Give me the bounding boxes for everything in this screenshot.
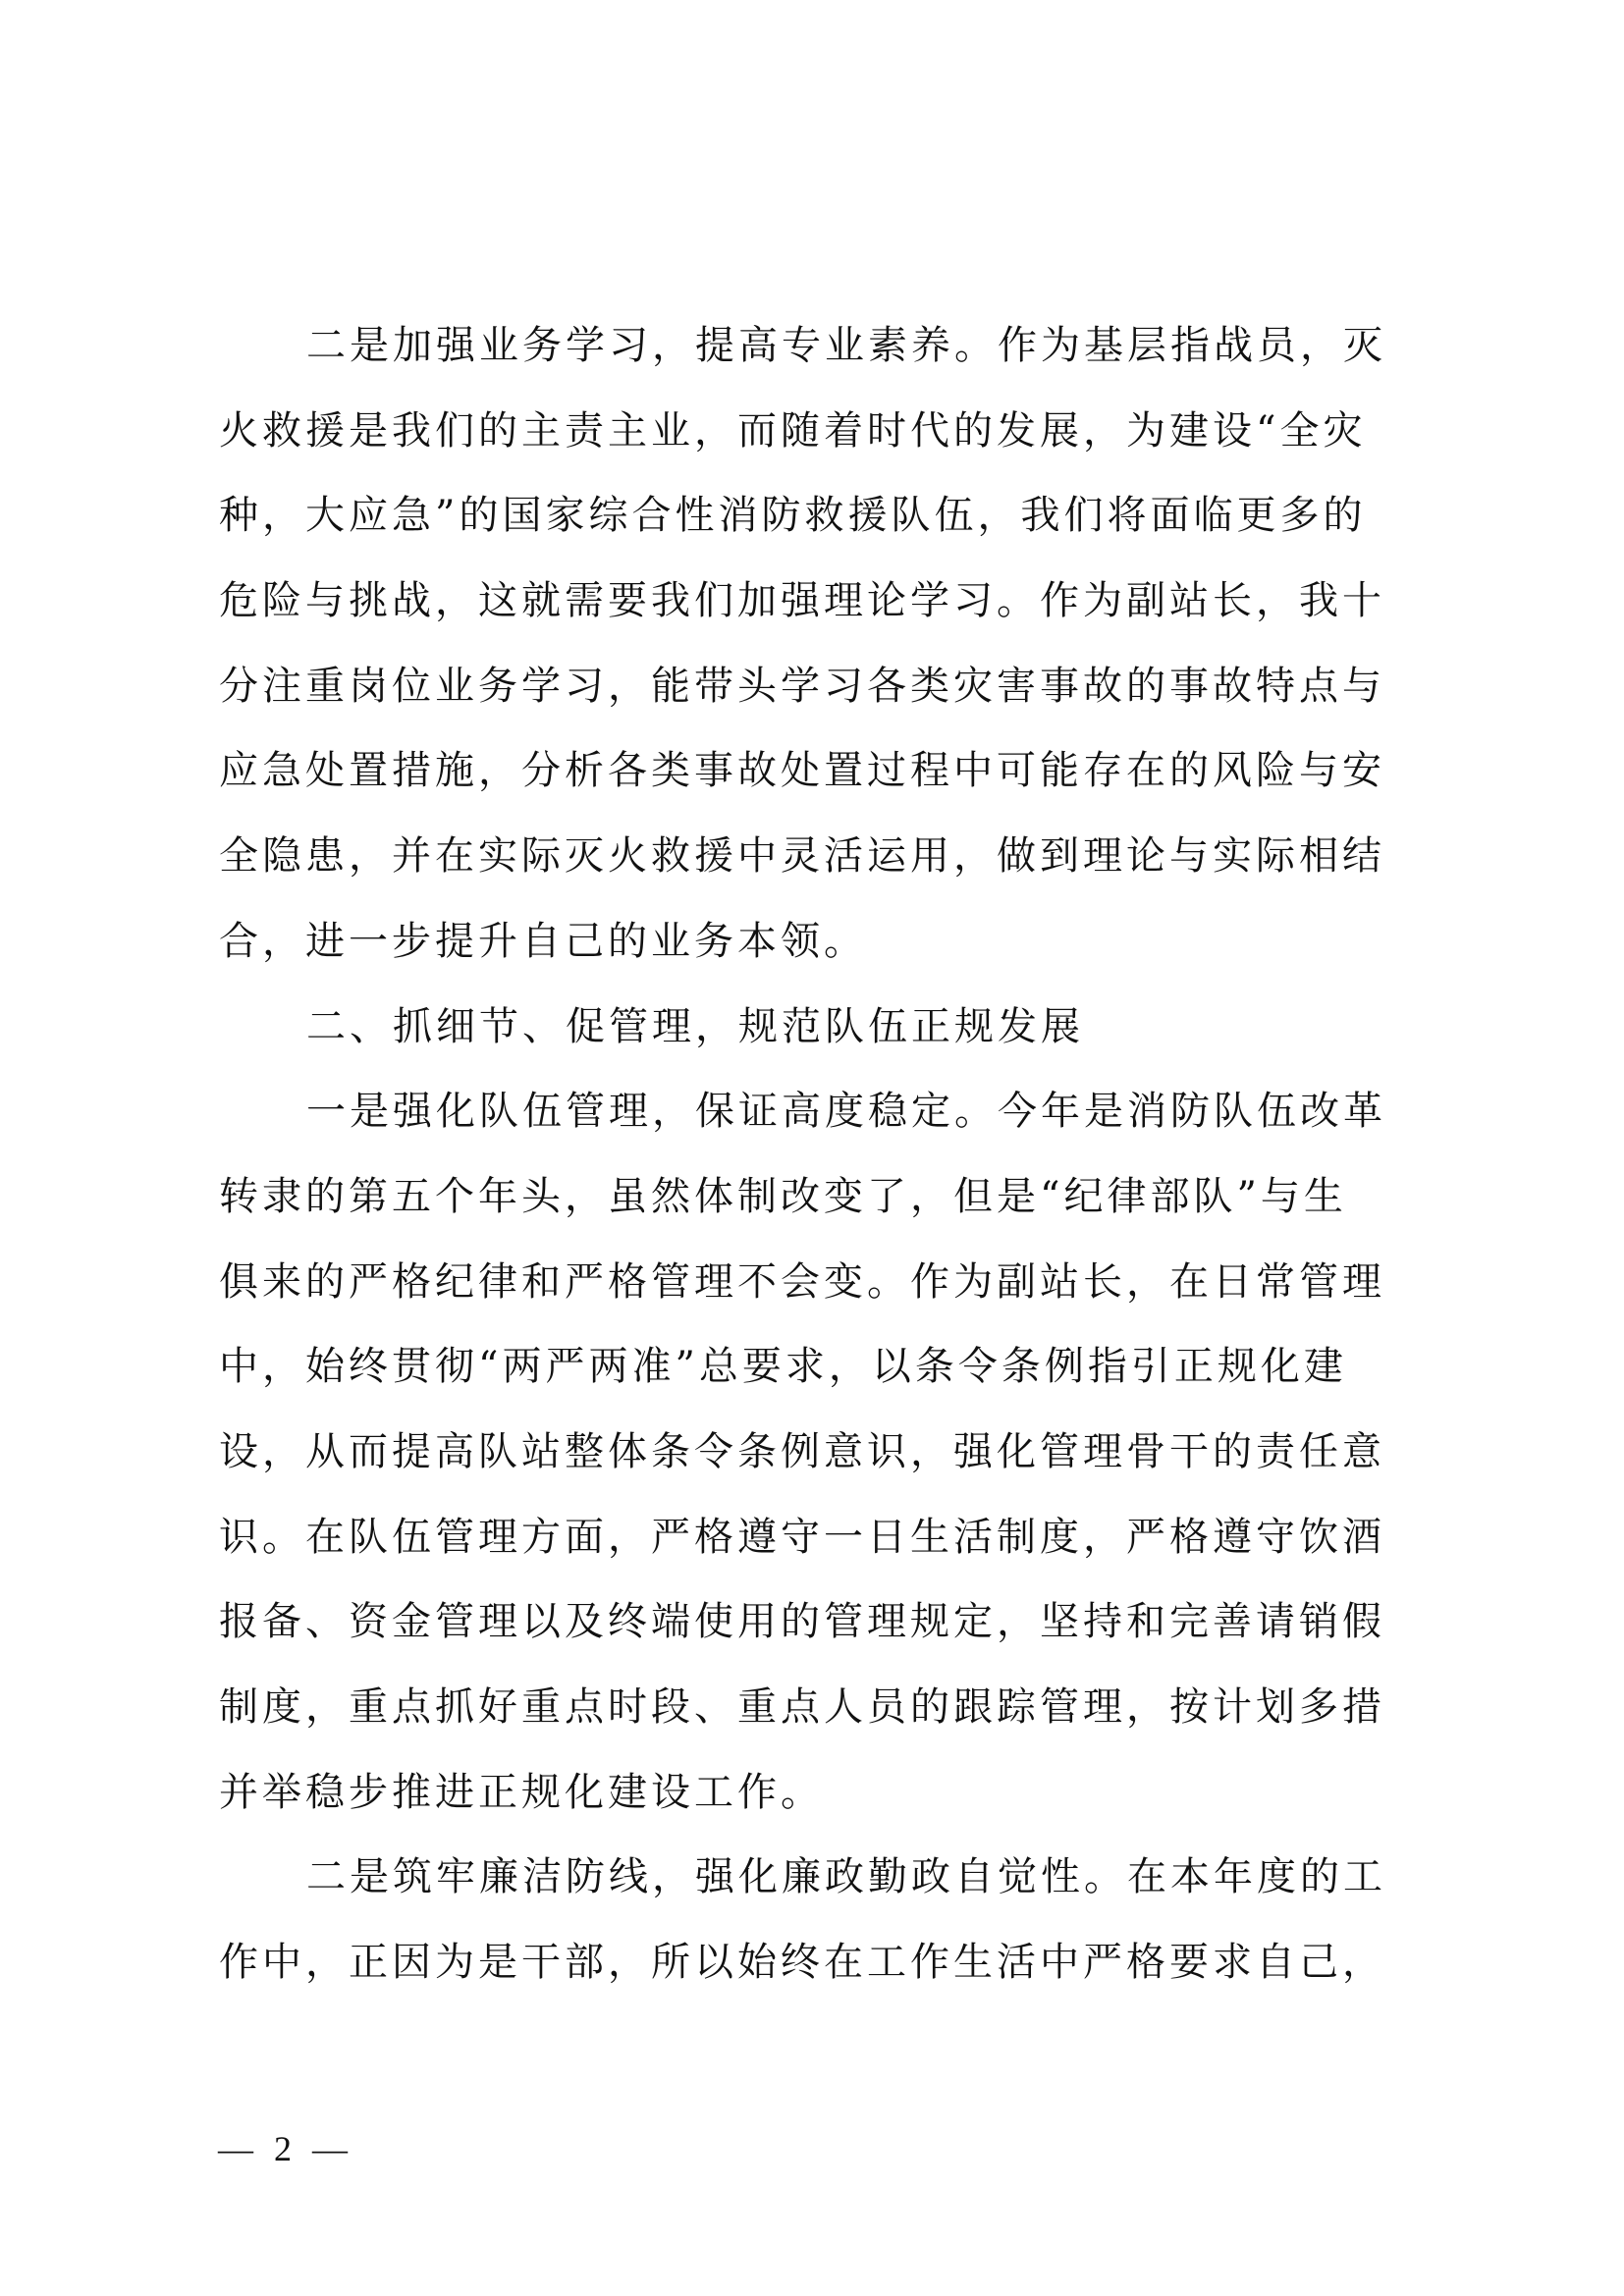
paragraph-line: 全隐患，并在实际灭火救援中灵活运用，做到理论与实际相结 [219, 833, 1385, 880]
paragraph-line: 中，始终贯彻“两严两准”总要求，以条令条例指引正规化建 [219, 1344, 1347, 1390]
paragraph-line: 应急处置措施，分析各类事故处置过程中可能存在的风险与安 [219, 748, 1385, 794]
paragraph-line: 制度，重点抓好重点时段、重点人员的跟踪管理，按计划多措 [219, 1684, 1385, 1730]
paragraph-line: 识。在队伍管理方面，严格遵守一日生活制度，严格遵守饮酒 [219, 1514, 1385, 1560]
paragraph-line: 危险与挑战，这就需要我们加强理论学习。作为副站长，我十 [219, 578, 1385, 624]
paragraph-line: 二是加强业务学习，提高专业素养。作为基层指战员，灭 [306, 323, 1386, 368]
body-text [219, 316, 1397, 2018]
paragraph-line: 种，大应急”的国家综合性消防救援队伍，我们将面临更多的 [219, 493, 1367, 539]
paragraph-line: 并举稳步推进正规化建设工作。 [219, 1769, 824, 1815]
paragraph-line: 火救援是我们的主责主业，而随着时代的发展，为建设“全灾 [219, 407, 1367, 454]
paragraph-line: 俱来的严格纪律和严格管理不会变。作为副站长，在日常管理 [219, 1258, 1385, 1305]
paragraph-line: 分注重岗位业务学习，能带头学习各类灾害事故的事故特点与 [219, 663, 1385, 709]
paragraph-line: 设，从而提高队站整体条令条例意识，强化管理骨干的责任意 [219, 1428, 1385, 1474]
paragraph-line: 二是筑牢廉洁防线，强化廉政勤政自觉性。在本年度的工 [306, 1854, 1386, 1900]
paragraph-line: 转隶的第五个年头，虽然体制改变了，但是“纪律部队”与生 [219, 1173, 1347, 1219]
paragraph-line: 报备、资金管理以及终端使用的管理规定，坚持和完善请销假 [219, 1599, 1385, 1645]
paragraph-line: 合，进一步提升自己的业务本领。 [219, 918, 867, 964]
section-heading: 二、抓细节、促管理，规范队伍正规发展 [306, 1003, 1084, 1049]
page-number: — 2 — [218, 2129, 353, 2168]
paragraph-line: 作中，正因为是干部，所以始终在工作生活中严格要求自己， [219, 1940, 1385, 1986]
paragraph-line: 一是强化队伍管理，保证高度稳定。今年是消防队伍改革 [306, 1089, 1386, 1135]
